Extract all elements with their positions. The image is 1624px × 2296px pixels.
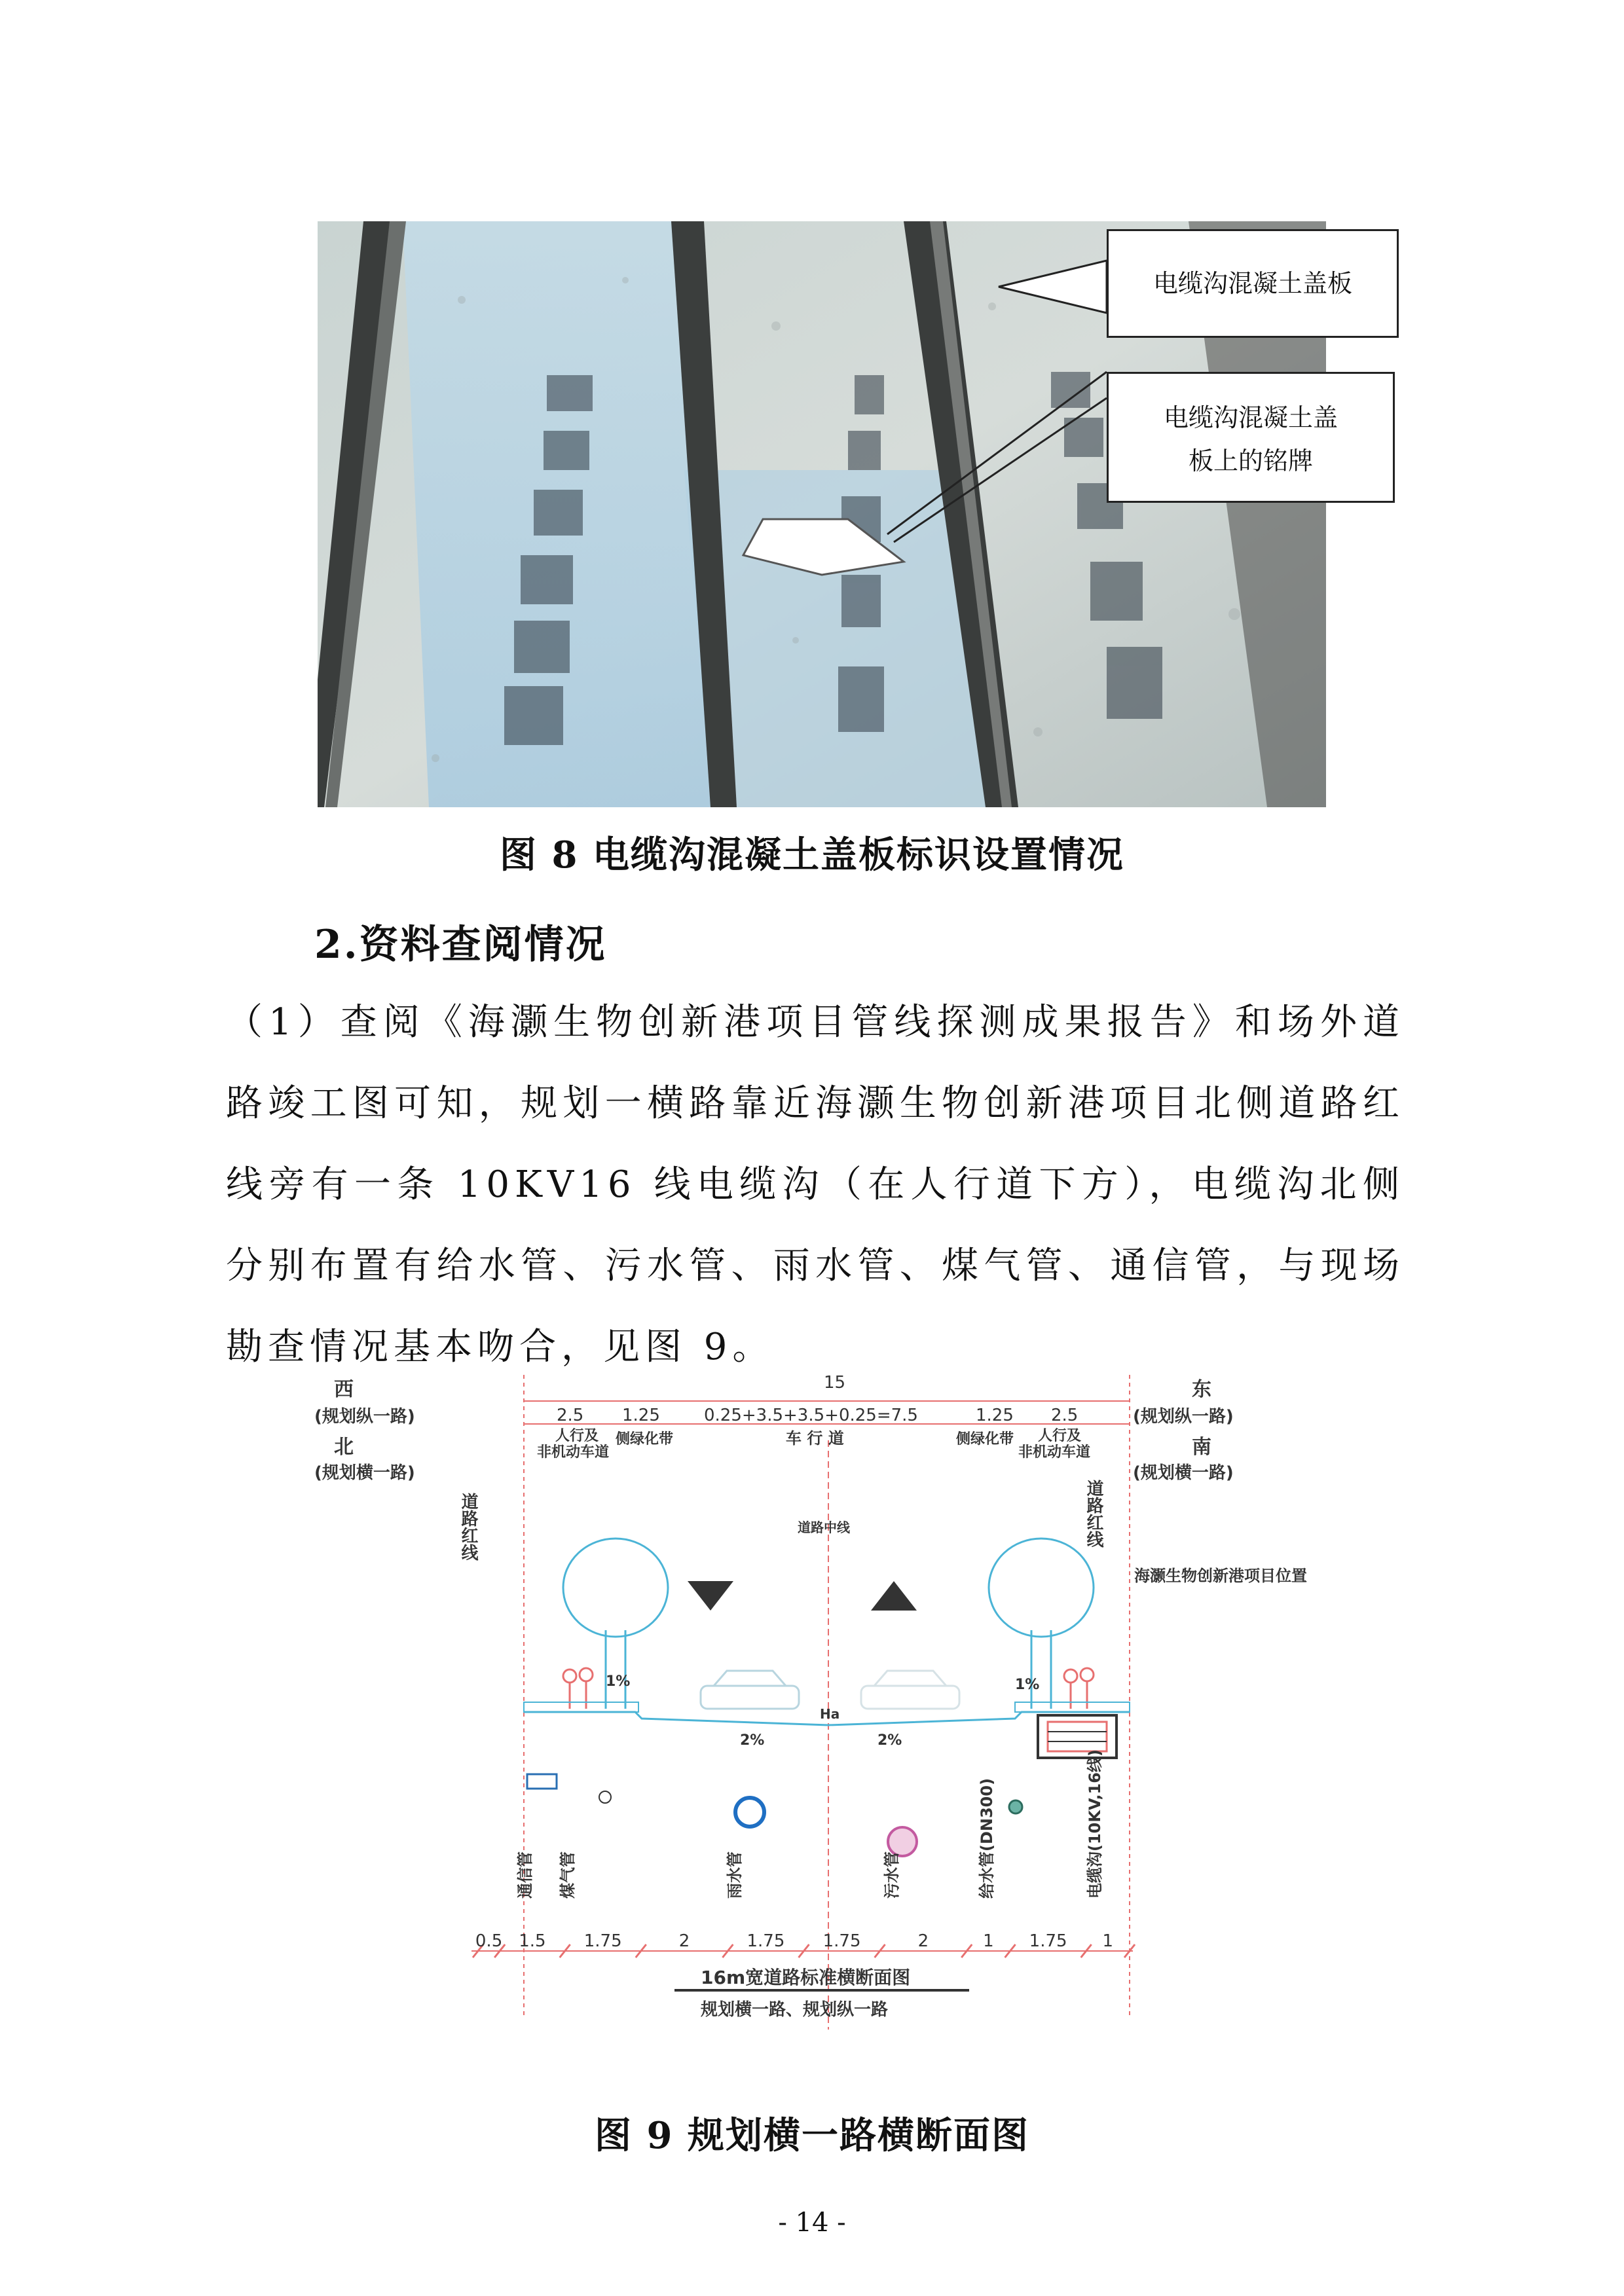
center-line-label: 道路中线 xyxy=(798,1520,850,1535)
ha-label: Ha xyxy=(820,1706,840,1722)
sidewalk-right-width: 2.5 xyxy=(1051,1406,1079,1425)
spacing-value: 2 xyxy=(917,1931,929,1951)
spacing-value: 1.75 xyxy=(747,1931,785,1951)
pipe-label: 给水管(DN300) xyxy=(978,1777,996,1899)
planting-right-label: 侧绿化带 xyxy=(956,1431,1014,1448)
slope-left-sidewalk: 1% xyxy=(606,1673,631,1690)
callout-cover-label: 电缆沟混凝土盖板 xyxy=(1107,229,1399,338)
figure-9-caption: 图 9 规划横一路横断面图 xyxy=(595,2114,1029,2157)
spacing-value: 1.5 xyxy=(519,1931,546,1951)
car-right-icon xyxy=(861,1671,959,1709)
slope-left-road: 2% xyxy=(740,1732,765,1749)
spacing-dimensions xyxy=(473,1931,1135,1958)
figure-8-caption: 图 8 电缆沟混凝土盖板标识设置情况 xyxy=(500,833,1124,877)
pipe-label: 电缆沟(10KV,16线) xyxy=(1086,1749,1104,1899)
slope-right-road: 2% xyxy=(877,1732,902,1749)
gas-pipe-icon xyxy=(599,1791,611,1803)
callout-nameplate-line1: 电缆沟混凝土盖 xyxy=(1163,403,1338,432)
sidewalk-right-label-1: 人行及 xyxy=(1038,1428,1082,1444)
spacing-value: 1 xyxy=(983,1931,994,1951)
north-road: (规划横一路) xyxy=(314,1463,415,1483)
slope-right-sidewalk: 1% xyxy=(1015,1677,1040,1693)
sidewalk-left-label-1: 人行及 xyxy=(555,1428,599,1444)
south-road: (规划横一路) xyxy=(1133,1463,1234,1483)
diagram-title: 16m宽道路标准横断面图 xyxy=(701,1967,911,1988)
spacing-value: 1.75 xyxy=(822,1931,861,1951)
storm-pipe-icon xyxy=(735,1798,764,1827)
road-cross-section-diagram xyxy=(308,1362,1375,2098)
page-number: - 14 - xyxy=(778,2208,846,2238)
pipe-label: 煤气管 xyxy=(559,1851,577,1899)
planting-right-width: 1.25 xyxy=(976,1406,1014,1425)
total-width: 15 xyxy=(824,1373,846,1393)
arrow-down-icon xyxy=(688,1581,733,1611)
east-road: (规划纵一路) xyxy=(1133,1407,1234,1427)
diagram-subtitle: 规划横一路、规划纵一路 xyxy=(701,2000,889,2020)
car-left-icon xyxy=(701,1671,799,1709)
pipe-label: 雨水管 xyxy=(726,1851,744,1899)
comm-pipe-icon xyxy=(527,1774,557,1789)
cross-section-svg xyxy=(308,1362,1375,2098)
sidewalk-left-label-2: 非机动车道 xyxy=(537,1444,610,1461)
north-label: 北 xyxy=(334,1436,354,1459)
spacing-value: 1 xyxy=(1102,1931,1114,1951)
spacing-value: 2 xyxy=(678,1931,690,1951)
carriageway-formula: 0.25+3.5+3.5+0.25=7.5 xyxy=(704,1406,918,1425)
east-label: 东 xyxy=(1192,1378,1211,1401)
water-pipe-icon xyxy=(1009,1800,1022,1813)
body-paragraph: （1）查阅《海灏生物创新港项目管线探测成果报告》和场外道路竣工图可知，规划一横路靠近海灏生物创新港项目北侧道路红线旁有一条 10KV16 线电缆沟（在人行道下方），电缆沟北侧分别布置有给水管、污水管、雨水管、煤气管、通信管，与现场勘查情况基本吻合，见图 9。 xyxy=(226,1001,1405,1368)
spacing-value: 1.75 xyxy=(1029,1931,1067,1951)
callout-nameplate-line2: 板上的铭牌 xyxy=(1188,446,1313,475)
spacing-value: 0.5 xyxy=(475,1931,503,1951)
cable-trench-icon xyxy=(1038,1715,1116,1758)
callout-nameplate-label xyxy=(1107,372,1395,503)
south-label: 南 xyxy=(1192,1436,1211,1459)
sidewalk-right-label-2: 非机动车道 xyxy=(1018,1444,1091,1461)
pipe-labels xyxy=(516,1749,1104,1899)
pipe-label: 通信管 xyxy=(516,1851,534,1899)
section-heading: 2.资料查阅情况 xyxy=(314,922,607,968)
west-road: (规划纵一路) xyxy=(314,1407,415,1427)
tree-right-icon xyxy=(989,1539,1094,1709)
planting-left-label: 侧绿化带 xyxy=(616,1431,674,1448)
west-label: 西 xyxy=(334,1378,354,1401)
arrow-up-icon xyxy=(871,1581,917,1611)
project-location: 海灏生物创新港项目位置 xyxy=(1134,1567,1307,1585)
red-line-right: 道路红线 xyxy=(1084,1480,1103,1548)
red-line-left: 道路红线 xyxy=(458,1493,478,1561)
spacing-value: 1.75 xyxy=(583,1931,622,1951)
planting-left-width: 1.25 xyxy=(622,1406,660,1425)
pipe-label: 污水管 xyxy=(883,1851,901,1899)
carriageway-label: 车 行 道 xyxy=(786,1429,844,1448)
sidewalk-left-width: 2.5 xyxy=(557,1406,584,1425)
